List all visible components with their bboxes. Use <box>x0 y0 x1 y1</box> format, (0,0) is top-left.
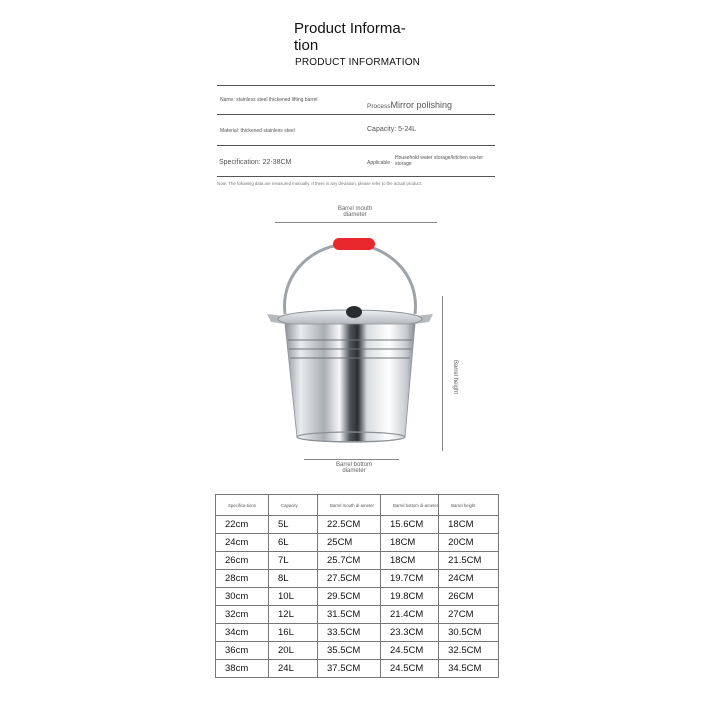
col-header: Barrel mouth di-ameter <box>318 495 381 516</box>
bucket-image <box>255 232 445 452</box>
table-row <box>216 642 499 660</box>
table-cell: 19.8CM <box>381 588 439 606</box>
info-process-label: Process <box>367 103 391 110</box>
table-cell: 12L <box>269 606 318 624</box>
table-cell: 25.7CM <box>318 552 381 570</box>
table-cell: 7L <box>269 552 318 570</box>
mouth-diameter-line <box>275 222 437 223</box>
table-cell: 34cm <box>216 624 269 642</box>
table-row <box>216 552 499 570</box>
table-cell: 32.5CM <box>439 642 499 660</box>
table-cell: 38cm <box>216 660 269 678</box>
table-cell: 37.5CM <box>318 660 381 678</box>
table-cell: 18CM <box>381 534 439 552</box>
table-cell: 20L <box>269 642 318 660</box>
table-cell: 18CM <box>381 552 439 570</box>
info-process <box>367 95 452 113</box>
table-cell: 34.5CM <box>439 660 499 678</box>
table-row <box>216 516 499 534</box>
table-cell: 26CM <box>439 588 499 606</box>
lid-knob <box>346 306 362 318</box>
table-row <box>216 570 499 588</box>
table-cell: 24.5CM <box>381 642 439 660</box>
table-cell: 19.7CM <box>381 570 439 588</box>
table-row <box>216 606 499 624</box>
info-capacity: Capacity: 5-24L <box>367 126 417 133</box>
table-cell: 6L <box>269 534 318 552</box>
table-cell: 15.6CM <box>381 516 439 534</box>
table-cell: 30cm <box>216 588 269 606</box>
table-cell: 5L <box>269 516 318 534</box>
info-material: Material: thickened stainless steel <box>220 128 295 134</box>
info-specification: Specification: 22-38CM <box>219 159 292 166</box>
spec-table <box>215 494 499 678</box>
bottom-diameter-line <box>304 459 399 460</box>
bottom-diameter-label: Barrel bottom diameter <box>335 462 372 474</box>
handle-wire <box>285 244 416 314</box>
table-cell: 31.5CM <box>318 606 381 624</box>
table-cell: 24CM <box>439 570 499 588</box>
table-cell: 24cm <box>216 534 269 552</box>
table-cell: 8L <box>269 570 318 588</box>
table-cell: 22.5CM <box>318 516 381 534</box>
table-cell: 24L <box>269 660 318 678</box>
table-cell: 32cm <box>216 606 269 624</box>
info-process-value: Mirror polishing <box>390 100 453 110</box>
divider <box>217 145 495 146</box>
info-name: Name: stainless steel thickened lifting barrel <box>220 97 318 103</box>
table-row <box>216 534 499 552</box>
table-cell: 21.5CM <box>439 552 499 570</box>
table-cell: 10L <box>269 588 318 606</box>
handle-grip <box>333 238 375 250</box>
mouth-diameter-label: Barrel mouth diameter <box>337 206 373 218</box>
table-cell: 18CM <box>439 516 499 534</box>
table-cell: 27CM <box>439 606 499 624</box>
table-cell: 28cm <box>216 570 269 588</box>
table-cell: 35.5CM <box>318 642 381 660</box>
table-row <box>216 588 499 606</box>
table-cell: 27.5CM <box>318 570 381 588</box>
table-cell: 30.5CM <box>439 624 499 642</box>
table-cell: 21.4CM <box>381 606 439 624</box>
divider <box>217 176 495 177</box>
table-row <box>216 660 499 678</box>
bucket-body <box>285 324 415 442</box>
col-header: Capacity <box>269 495 318 516</box>
table-cell: 22cm <box>216 516 269 534</box>
barrel-height-label: Barrel height <box>452 360 458 395</box>
table-cell: 33.5CM <box>318 624 381 642</box>
table-cell: 29.5CM <box>318 588 381 606</box>
col-header: Barrel height <box>439 495 499 516</box>
page-title: Product Informa-tion <box>294 20 406 54</box>
table-cell: 25CM <box>318 534 381 552</box>
col-header: Barrel bottom di-ameter <box>381 495 439 516</box>
table-cell: 26cm <box>216 552 269 570</box>
table-cell: 16L <box>269 624 318 642</box>
divider <box>217 85 495 86</box>
info-applicable-value: Household water storage/kitchen wa-ter storage <box>395 155 484 167</box>
divider <box>217 114 495 115</box>
table-row <box>216 624 499 642</box>
info-applicable-label: Applicable <box>367 160 391 166</box>
height-line <box>442 296 443 451</box>
col-header: Specifica-tions <box>216 495 269 516</box>
table-cell: 24.5CM <box>381 660 439 678</box>
page-subtitle: PRODUCT INFORMATION <box>295 57 421 68</box>
table-cell: 23.3CM <box>381 624 439 642</box>
table-header-row <box>216 495 499 516</box>
table-cell: 20CM <box>439 534 499 552</box>
measurement-note: Note: The following data are measured manually. If there is any deviation, please refer to the actual product. <box>217 181 423 186</box>
table-cell: 36cm <box>216 642 269 660</box>
